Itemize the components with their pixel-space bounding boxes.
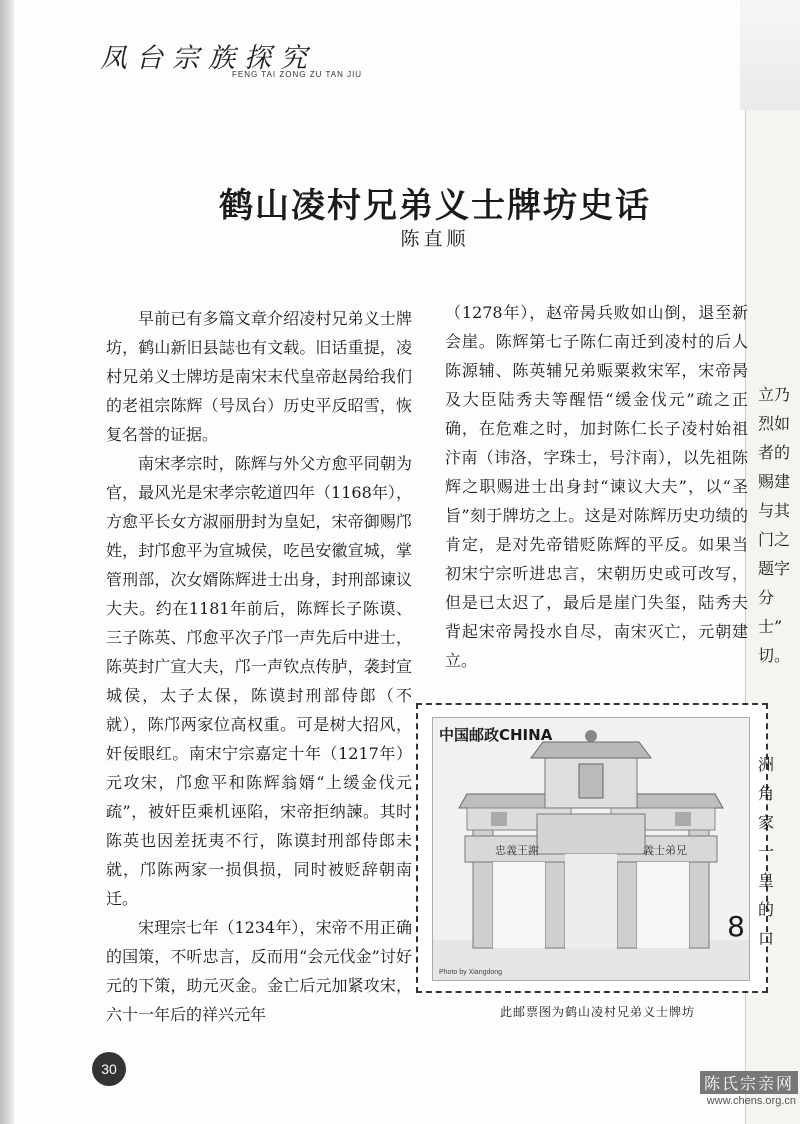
left-plaque-text: 忠義王謝 bbox=[495, 844, 539, 857]
watermark-url: www.chens.org.cn bbox=[706, 1095, 796, 1107]
edge-fragment: 家 bbox=[758, 813, 775, 832]
paragraph: 早前已有多篇文章介绍凌村兄弟义士牌坊，鹤山新旧县誌也有文载。旧话重提，凌村兄弟义士牌坊是南宋末代皇帝赵昺给我们的老祖宗陈辉（号凤台）历史平反昭雪，恢复名誉的证据。 bbox=[106, 309, 412, 444]
edge-fragment: 士” bbox=[758, 617, 783, 636]
edge-fragment: 洲 bbox=[758, 755, 775, 774]
edge-fragment: 门之 bbox=[758, 530, 791, 549]
archway-illustration bbox=[433, 718, 749, 980]
stamp-denomination: 8 bbox=[727, 910, 745, 943]
next-page-corner bbox=[740, 0, 800, 110]
edge-fragment: 口 bbox=[758, 929, 775, 948]
edge-fragment: 切。 bbox=[758, 646, 791, 665]
article-author: 陈直顺 bbox=[400, 228, 470, 250]
edge-fragment: 题字 bbox=[758, 559, 791, 578]
edge-fragment: 角 bbox=[758, 784, 775, 803]
left-column bbox=[106, 304, 412, 1029]
paragraph: 宋理宗七年（1234年），宋帝不用正确的国策，不听忠言，反而用“会元伐金”讨好元的下策，助元灭金。金亡后元加紧攻宋，六十一年后的祥兴元年 bbox=[106, 918, 412, 1024]
section-header: 凤台宗族探究 bbox=[100, 43, 316, 74]
article-title: 鹤山凌村兄弟义士牌坊史话 bbox=[219, 186, 651, 226]
stamp-image bbox=[432, 717, 750, 981]
stamp-photo-credit: Photo by Xiangdong bbox=[439, 969, 503, 976]
section-header-pinyin: FENG TAI ZONG ZU TAN JIU bbox=[232, 70, 363, 79]
page-gutter bbox=[0, 0, 14, 1124]
edge-fragment: 分 bbox=[758, 588, 775, 607]
paragraph: 南宋孝宗时，陈辉与外父方愈平同朝为官，最风光是宋孝宗乾道四年（1168年），方愈平长女方淑丽册封为皇妃，宋帝御赐邝姓，封邝愈平为宣城侯，吃邑安徽宣城，掌管刑部，次女婿陈辉进士出身，封刑部谏议大夫。约在1181年前后，陈辉长子陈谟、三子陈英、邝愈平次子邝一声先后中进士，陈英封广宣大夫，邝一声钦点传胪，袭封宣城侯，太子太保，陈谟封刑部侍郎（不就），陈邝两家位高权重。可是树大招风，奸佞眼红。南宋宁宗嘉定十年（1217年）元攻宋，邝愈平和陈辉翁婿“上缓金伐元疏”，被奸臣乘机诬陷，宋帝拒纳諫。其时陈英也因差抚夷不行，陈谟封刑部侍郎未就，邝陈两家一损俱损，同时被贬辞朝南迁。 bbox=[106, 454, 412, 908]
stamp-country-label: 中国邮政CHINA bbox=[439, 726, 553, 744]
edge-fragment: 一 bbox=[758, 842, 775, 861]
edge-fragment: 赐建 bbox=[758, 472, 791, 491]
right-column bbox=[445, 298, 748, 675]
edge-fragment: 与其 bbox=[758, 501, 791, 520]
edge-fragment: 皇 bbox=[758, 871, 775, 890]
paragraph: （1278年），赵帝昺兵败如山倒，退至新会崖。陈辉第七子陈仁南迁到凌村的后人陈源辅、陈英辅兄弟赈粟救宋军，宋帝昺及大臣陆秀夫等醒悟“缓金伐元”疏之正确，在危难之时，加封陈仁长子凌村始祖汴南（讳洛，字珠士，号汴南），以先祖陈辉之职赐进士出身封“谏议大夫”，以“圣旨”刻于牌坊之上。这是对陈辉历史功绩的肯定，是对先帝错贬陈辉的平反。如果当初宋宁宗听进忠言，宋朝历史或可改写，但是已太迟了，最后是崖门失玺，陆秀夫背起宋帝昺投水自尽，南宋灭亡，元朝建立。 bbox=[445, 303, 748, 670]
edge-fragment: 烈如 bbox=[758, 414, 791, 433]
postage-stamp bbox=[416, 703, 768, 993]
page-number: 30 bbox=[92, 1052, 126, 1086]
edge-fragment: 的 bbox=[758, 900, 775, 919]
edge-fragment: 者的 bbox=[758, 443, 791, 462]
right-plaque-text: 義士弟兄 bbox=[643, 844, 687, 857]
watermark-site-name: 陈氏宗亲网 bbox=[700, 1071, 798, 1094]
stamp-caption: 此邮票图为鹤山凌村兄弟义士牌坊 bbox=[500, 1005, 696, 1019]
edge-fragment: 立乃 bbox=[758, 385, 791, 404]
